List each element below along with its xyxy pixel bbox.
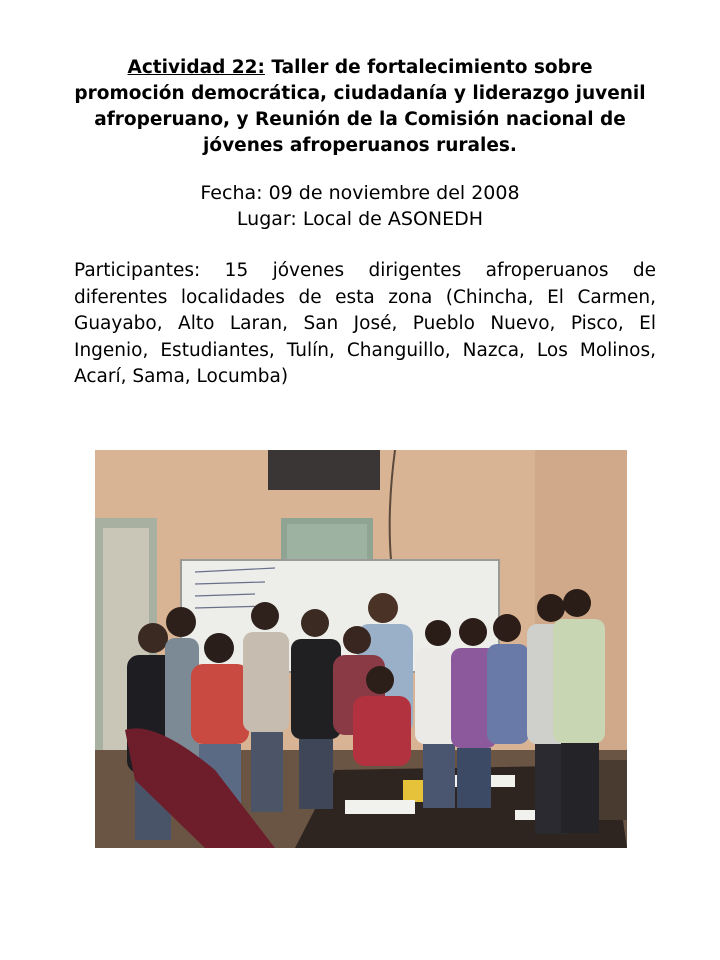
- title-line-3: afroperuano, y Reunión de la Comisión nacional de: [94, 109, 626, 130]
- group-photo: [95, 450, 627, 848]
- event-place: Lugar: Local de ASONEDH: [236, 208, 484, 230]
- title-line-4: jóvenes afroperuanos rurales.: [203, 135, 517, 156]
- event-meta: [70, 180, 650, 232]
- activity-number: Actividad 22:: [127, 57, 265, 78]
- event-date: Fecha: 09 de noviembre del 2008: [200, 182, 520, 204]
- activity-title: [70, 55, 650, 159]
- participants-paragraph: Participantes: 15 jóvenes dirigentes afroperuanos de diferentes localidades de esta zona (Chincha, El Carmen, Guayabo, Alto Laran, San José, Pueblo Nuevo, Pisco, El Ingenio, Estudiantes, Tulín, Changuillo, Nazca, Los Molinos, Acarí, Sama, Locumba): [74, 260, 656, 387]
- title-line-2: promoción democrática, ciudadanía y liderazgo juvenil: [74, 83, 646, 104]
- title-line-1: [70, 55, 650, 81]
- title-line-1-text: Taller de fortalecimiento sobre: [264, 57, 593, 78]
